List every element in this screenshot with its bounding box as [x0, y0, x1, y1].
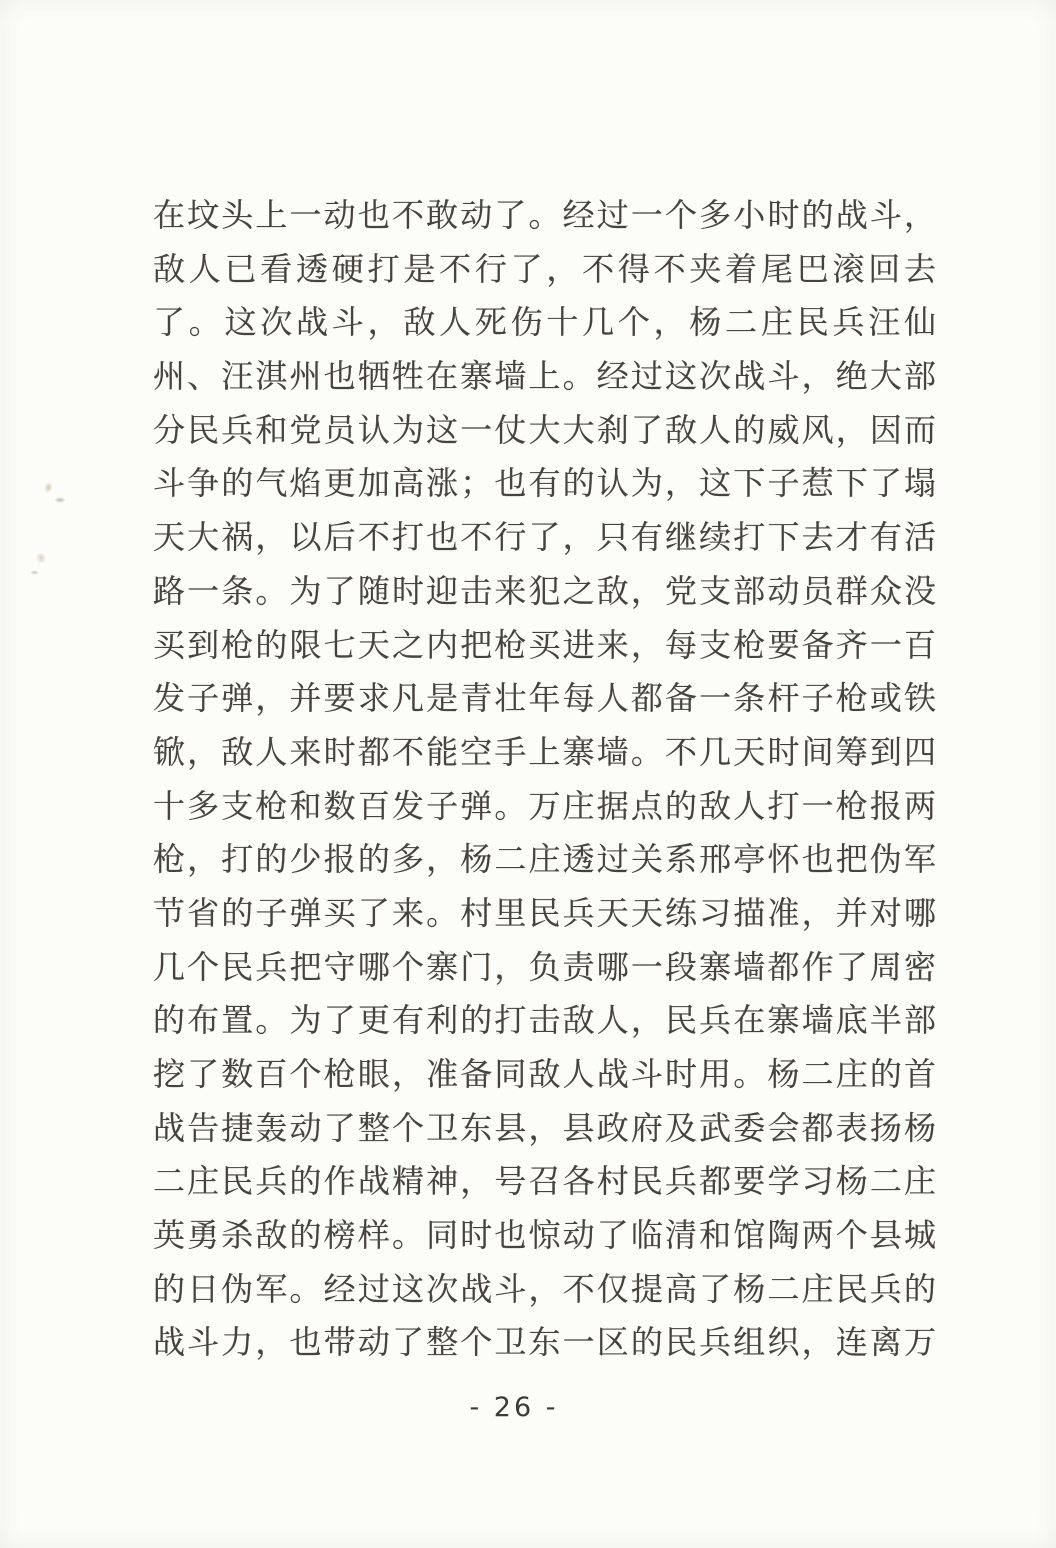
text-line: 十多支枪和数百发子弹。万庄据点的敌人打一枪报两	[153, 786, 936, 825]
text-line: 买到枪的限七天之内把枪买进来，每支枪要备齐一百	[153, 625, 936, 664]
paper-speck	[35, 551, 48, 565]
text-line: 的布置。为了更有利的打击敌人，民兵在寨墙底半部	[153, 1001, 936, 1040]
text-line: 敌人已看透硬打是不行了，不得不夹着尾巴滚回去	[153, 249, 936, 288]
text-line: 州、汪淇州也牺牲在寨墙上。经过这次战斗，绝大部	[153, 357, 936, 396]
text-line: 在坟头上一动也不敢动了。经过一个多小时的战斗，	[153, 196, 936, 234]
text-line: 发子弹，并要求凡是青壮年每人都备一条杆子枪或铁	[153, 679, 936, 718]
text-line: 挖了数百个枪眼，准备同敌人战斗时用。杨二庄的首	[153, 1055, 936, 1093]
text-line: 的日伪军。经过这次战斗，不仅提高了杨二庄民兵的	[153, 1269, 936, 1308]
text-line: 天大祸，以后不打也不行了，只有继续打下去才有活	[153, 518, 936, 557]
text-line: 斗争的气焰更加高涨；也有的认为，这下子惹下了塌	[153, 464, 936, 503]
text-line: 战告捷轰动了整个卫东县，县政府及武委会都表扬杨	[153, 1108, 936, 1147]
text-line: 节省的子弹买了来。村里民兵天天练习描准，并对哪	[153, 893, 936, 932]
text-line: 几个民兵把守哪个寨门，负责哪一段寨墙都作了周密	[153, 947, 936, 986]
paper-speck	[42, 481, 54, 494]
text-line: 英勇杀敌的榜样。同时也惊动了临清和馆陶两个县城	[153, 1216, 936, 1255]
paper-speck	[54, 497, 66, 503]
text-line: 了。这次战斗，敌人死伤十几个，杨二庄民兵汪仙	[153, 303, 936, 342]
body-text	[153, 189, 936, 1370]
text-line: 枪，打的少报的多，杨二庄透过关系邢亭怀也把伪军	[153, 840, 936, 879]
text-line: 二庄民兵的作战精神，号召各村民兵都要学习杨二庄	[153, 1162, 936, 1201]
paper-speck	[30, 570, 39, 575]
text-line: 战斗力，也带动了整个卫东一区的民兵组织，连离万	[153, 1323, 936, 1362]
text-line: 路一条。为了随时迎击来犯之敌，党支部动员群众没	[153, 571, 936, 610]
text-line: 锨，敌人来时都不能空手上寨墙。不几天时间筹到四	[153, 732, 936, 771]
page-number: - 26 -	[469, 1392, 559, 1423]
text-line: 分民兵和党员认为这一仗大大刹了敌人的威风，因而	[153, 410, 936, 449]
